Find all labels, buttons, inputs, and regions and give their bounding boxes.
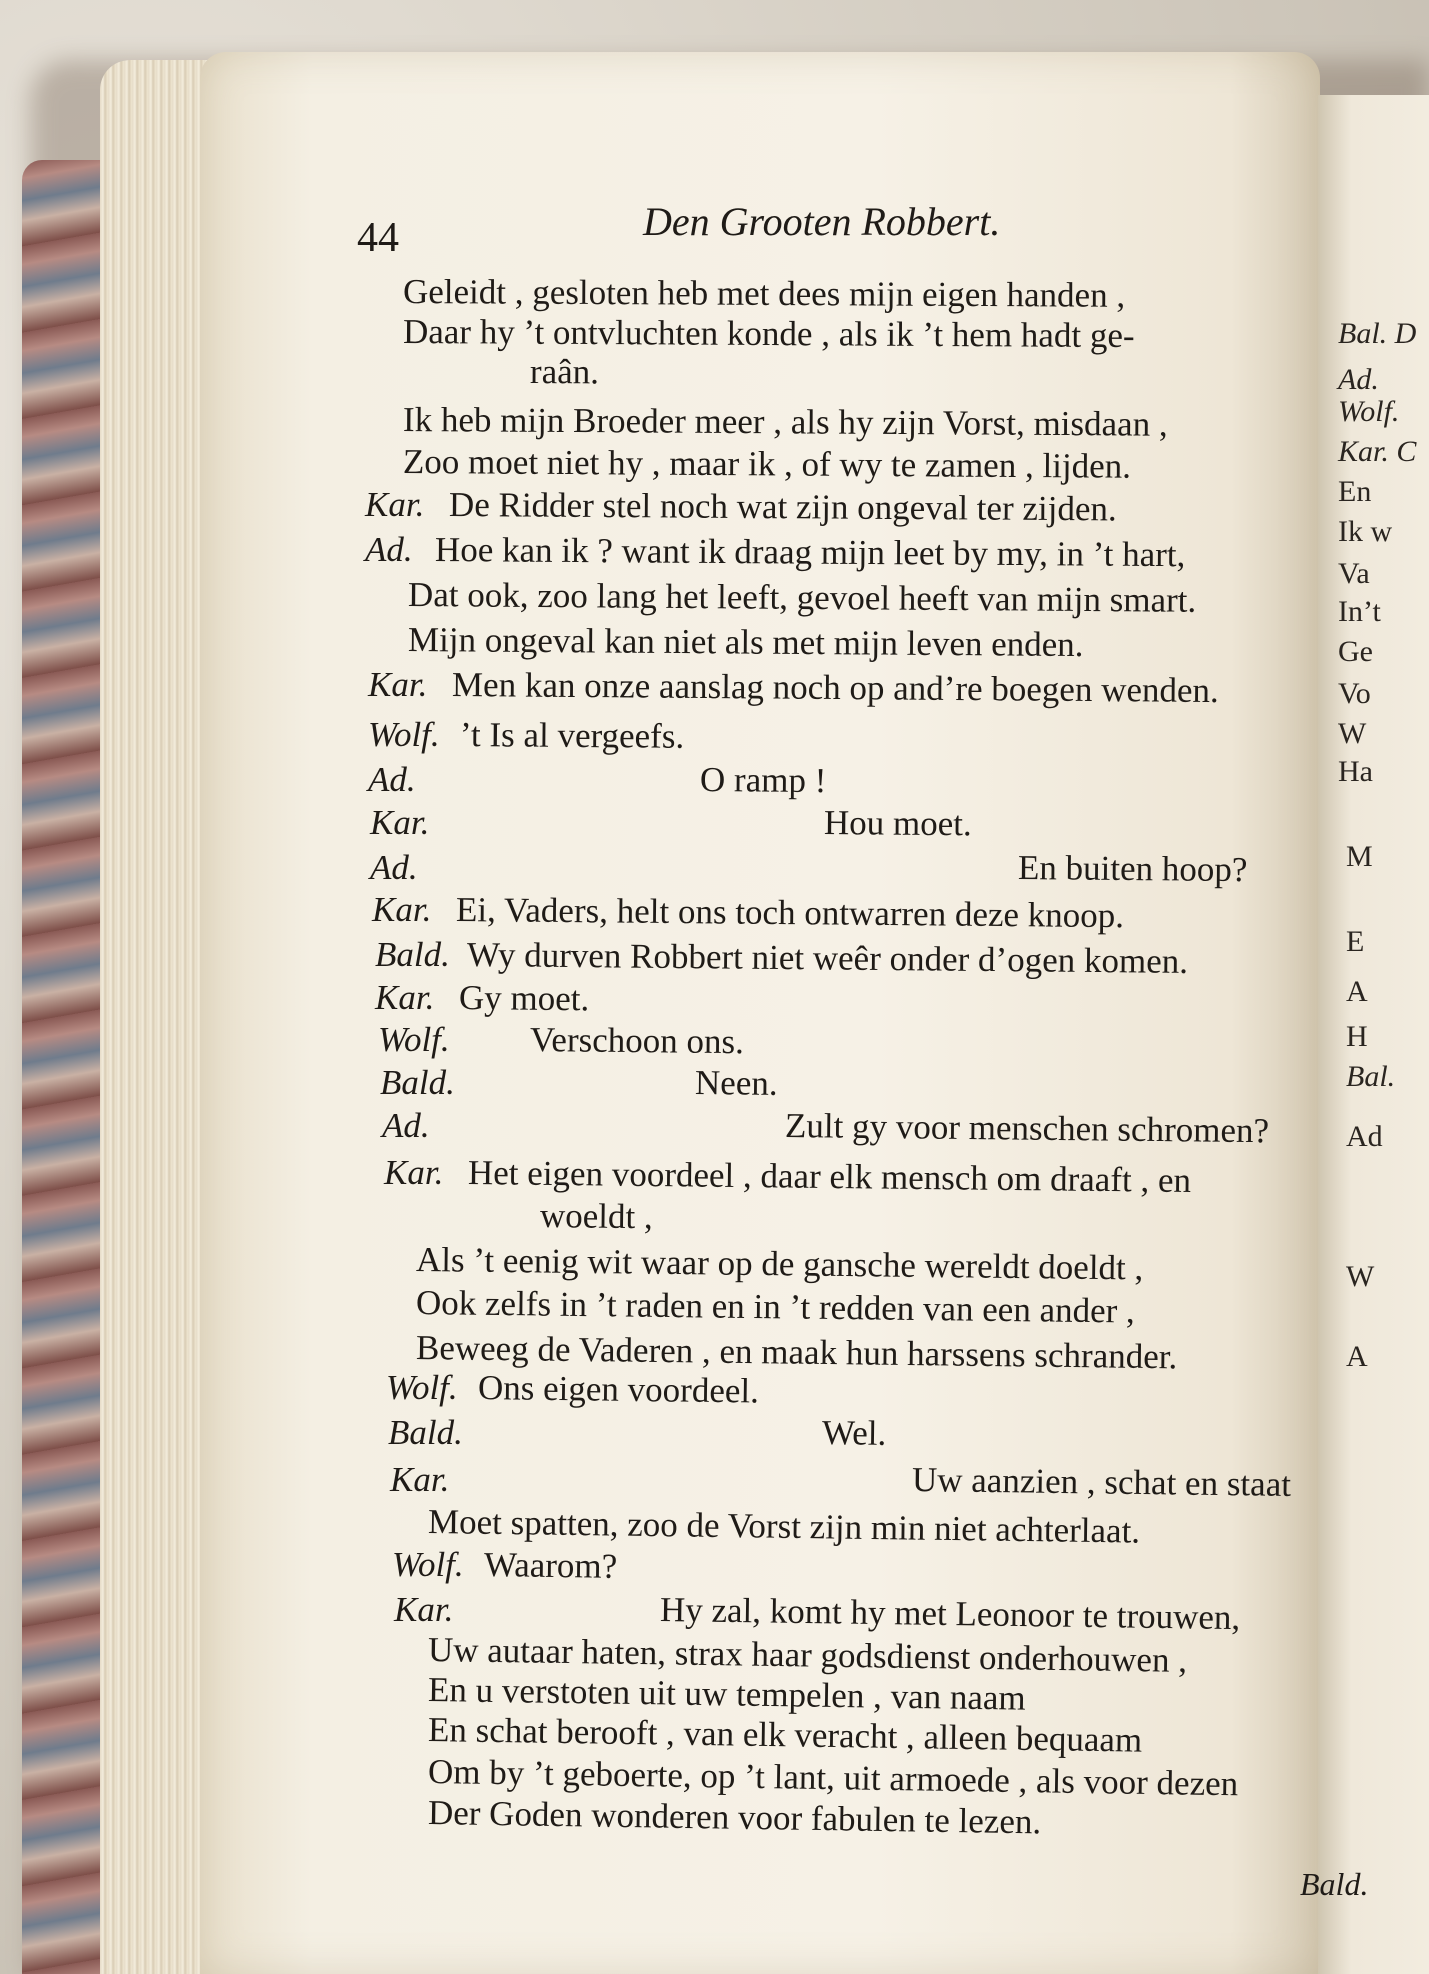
- verse-line: Uw autaar haten, strax haar godsdienst onderhouwen ,: [427, 1630, 1188, 1680]
- facing-page-fragment: W: [1346, 1260, 1375, 1293]
- verse-line: Wy durven Robbert niet weêr onder d’ogen komen.: [466, 935, 1189, 981]
- verse-line: Neen.: [694, 1063, 778, 1103]
- verse-line: Geleidt , gesloten heb met dees mijn eigen handen ,: [402, 272, 1126, 315]
- facing-page-fragment: Bal.: [1346, 1060, 1396, 1093]
- catchword: Bald.: [1300, 1866, 1369, 1902]
- facing-page-fragment: Ik w: [1338, 515, 1393, 548]
- verse-line: Om by ’t geboerte, op ’t lant, uit armoede , als voor dezen: [427, 1752, 1239, 1804]
- facing-page-fragment: Ha: [1338, 755, 1373, 788]
- speaker-label: Ad.: [365, 530, 413, 569]
- verse-line: Mijn ongeval kan niet als met mijn leven enden.: [407, 620, 1084, 665]
- facing-page-fragment: Bal. D: [1338, 317, 1417, 350]
- verse-line: Uw aanzien , schat en staat: [911, 1460, 1292, 1504]
- verse-line: woeldt ,: [539, 1196, 653, 1237]
- verse-line: Dat ook, zoo lang het leeft, gevoel heeft van mijn smart.: [407, 575, 1197, 620]
- facing-page-fragment: Va: [1338, 557, 1370, 590]
- verse-line: Hou moet.: [823, 803, 972, 844]
- verse-line: Hy zal, komt hy met Leonoor te trouwen,: [659, 1590, 1241, 1638]
- page-number: 44: [357, 215, 399, 261]
- verse-line: Verschoon ons.: [529, 1020, 745, 1062]
- facing-page-fragment: A: [1346, 975, 1368, 1008]
- speaker-label: Wolf.: [392, 1545, 464, 1584]
- verse-line: Ik heb mijn Broeder meer , als hy zijn Vorst, misdaan ,: [402, 400, 1168, 444]
- verse-line: Als ’t eenig wit waar op de gansche wereldt doeldt ,: [415, 1240, 1144, 1288]
- facing-page-fragment: Ge: [1338, 635, 1373, 668]
- verse-line: Gy moet.: [458, 978, 590, 1019]
- verse-line: Hoe kan ik ? want ik draag mijn leet by my, in ’t hart,: [434, 530, 1186, 575]
- verse-line: Ons eigen voordeel.: [477, 1368, 760, 1411]
- speaker-label: Kar.: [394, 1590, 454, 1629]
- speaker-label: Ad.: [382, 1106, 430, 1145]
- speaker-label: Bald.: [380, 1063, 455, 1102]
- verse-line: De Ridder stel noch wat zijn ongeval ter zijden.: [448, 485, 1117, 529]
- verse-line: Het eigen voordeel , daar elk mensch om draaft , en: [467, 1153, 1192, 1200]
- verse-line: Moet spatten, zoo de Vorst zijn min niet achterlaat.: [427, 1502, 1141, 1551]
- speaker-label: Wolf.: [368, 715, 440, 754]
- facing-page-fragment: Kar. C: [1338, 435, 1417, 468]
- facing-page-fragment: In’t: [1338, 595, 1381, 628]
- speaker-label: Kar.: [368, 665, 428, 704]
- verse-line: Beweeg de Vaderen , en maak hun harssens schrander.: [415, 1328, 1178, 1377]
- verse-line: ’t Is al vergeefs.: [459, 715, 685, 756]
- speaker-label: Bald.: [388, 1413, 463, 1452]
- facing-page-fragment: Vo: [1338, 677, 1371, 710]
- verse-line: Der Goden wonderen voor fabulen te lezen.: [427, 1793, 1042, 1842]
- speaker-label: Wolf.: [378, 1020, 450, 1059]
- speaker-label: Kar.: [365, 485, 425, 524]
- facing-page-fragment: Ad.: [1338, 363, 1379, 396]
- verse-line: Ei, Vaders, helt ons toch ontwarren deze knoop.: [455, 890, 1125, 936]
- verse-line: En schat berooft , van elk veracht , alleen bequaam: [427, 1710, 1143, 1760]
- verse-line: Waarom?: [483, 1545, 618, 1586]
- speaker-label: Wolf.: [386, 1368, 458, 1407]
- speaker-label: Kar.: [370, 803, 430, 842]
- speaker-label: Kar.: [384, 1153, 444, 1192]
- verse-line: En u verstoten uit uw tempelen , van naam: [427, 1670, 1026, 1718]
- speaker-label: Kar.: [390, 1460, 450, 1499]
- facing-page-fragment: Wolf.: [1338, 395, 1400, 428]
- facing-page-fragment: W: [1338, 717, 1367, 750]
- facing-page-fragment: En: [1338, 475, 1372, 508]
- verse-line: En buiten hoop?: [1017, 848, 1248, 890]
- verse-line: O ramp !: [699, 760, 827, 801]
- verse-line: Zoo moet niet hy , maar ik , of wy te zamen , lijden.: [402, 442, 1132, 486]
- verse-line: Zult gy voor menschen schromen?: [784, 1106, 1270, 1151]
- verse-line: raân.: [529, 352, 600, 392]
- verse-line: Men kan onze aanslag noch op and’re boegen wenden.: [451, 665, 1219, 711]
- verse-line: Daar hy ’t ontvluchten konde , als ik ’t hem hadt ge-: [402, 312, 1135, 356]
- speaker-label: Kar.: [372, 890, 432, 929]
- speaker-label: Bald.: [375, 935, 450, 974]
- speaker-label: Kar.: [375, 978, 435, 1017]
- speaker-label: Ad.: [368, 760, 416, 799]
- speaker-label: Ad.: [370, 848, 418, 887]
- facing-page-fragment: H: [1346, 1020, 1368, 1053]
- facing-page-fragment: A: [1346, 1340, 1368, 1373]
- running-head: Den Grooten Robbert.: [643, 199, 1001, 244]
- facing-page-fragment: M: [1346, 840, 1373, 873]
- facing-page-fragment: E: [1346, 925, 1365, 958]
- verse-line: Ook zelfs in ’t raden en in ’t redden van een ander ,: [415, 1283, 1136, 1331]
- facing-page-fragment: Ad: [1346, 1120, 1383, 1153]
- verse-line: Wel.: [821, 1413, 887, 1453]
